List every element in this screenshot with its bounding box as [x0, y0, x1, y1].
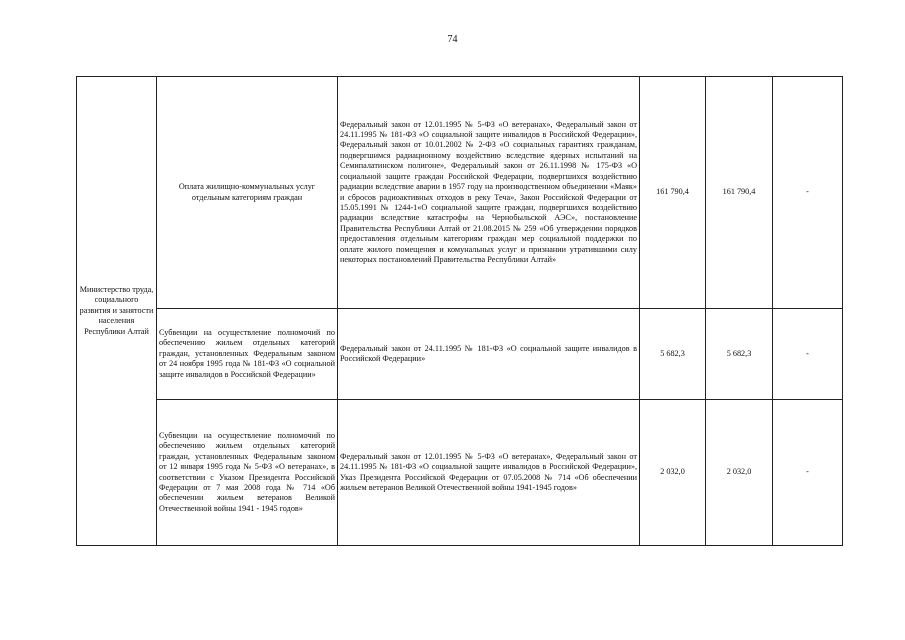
- amount-cell-1: 161 790,4: [640, 77, 706, 309]
- extra-cell: -: [773, 309, 843, 400]
- extra-cell: -: [773, 400, 843, 546]
- extra-cell: -: [773, 77, 843, 309]
- measure-cell: Субвенции на осуществление полномочий по обеспечению жильем отдельных категорий граждан, установленных Федеральным законом от 12 января 1995 года № 5-ФЗ «О ветеранах», в соответствии с Указом Президента Российской Федерации от 7 мая 2008 года № 714 «Об обеспечении жильем ветеранов Великой Отечественной войны 1941 - 1945 годов»: [157, 400, 338, 546]
- amount-cell-2: 5 682,3: [706, 309, 773, 400]
- ministry-cell: Министерство труда, социального развития и занятости населения Республики Алтай: [77, 77, 157, 546]
- table-row: [77, 400, 843, 546]
- amount-cell-2: 161 790,4: [706, 77, 773, 309]
- measure-cell: Оплата жилищно-коммунальных услуг отдельным категориям граждан: [157, 77, 338, 309]
- legal-basis-cell: Федеральный закон от 24.11.1995 № 181-ФЗ «О социальной защите инвалидов в Российской Федерации»: [338, 309, 640, 400]
- budget-table: [76, 76, 843, 546]
- legal-basis-cell: Федеральный закон от 12.01.1995 № 5-ФЗ «О ветеранах», Федеральный закон от 24.11.1995 № 181-ФЗ «О социальной защите инвалидов в Российской Федерации», Указ Президента Российской Федерации от 07.05.2008 № 714 «Об обеспечении жильем ветеранов Великой Отечественной войны 1941-1945 годов»: [338, 400, 640, 546]
- amount-cell-2: 2 032,0: [706, 400, 773, 546]
- table-row: [77, 77, 843, 309]
- amount-cell-1: 5 682,3: [640, 309, 706, 400]
- table-row: [77, 309, 843, 400]
- amount-cell-1: 2 032,0: [640, 400, 706, 546]
- measure-cell: Субвенции на осуществление полномочий по обеспечению жильем отдельных категорий граждан, установленных Федеральным законом от 24 ноября 1995 года № 181-ФЗ «О социальной защите инвалидов в Российской Федерации»: [157, 309, 338, 400]
- page-number: 74: [447, 34, 458, 45]
- legal-basis-cell: Федеральный закон от 12.01.1995 № 5-ФЗ «О ветеранах», Федеральный закон от 24.11.1995 № 181-ФЗ «О социальной защите инвалидов в Российской Федерации», Федеральный закон от 10.01.2002 № 2-ФЗ «О социальных гарантиях гражданам, подвергшимся радиационному воздействию вследствие ядерных испытаний на Семипалатинском полигоне», Федеральный закон от 26.11.1998 № 175-ФЗ «О социальной защите граждан Российской Федерации, подвергшихся воздействию радиации вследствие аварии в 1957 году на производственном объединении «Маяк» и сбросов радиоактивных отходов в реку Теча», Закон Российской Федерации от 15.05.1991 № 1244-1«О социальной защите граждан, подвергшихся воздействию радиации вследствие катастрофы на Чернобыльской АЭС», постановление Правительства Республики Алтай от 21.08.2015 № 259 «Об утверждении порядков предоставления отдельным категориям граждан мер социальной поддержки по оплате жилого помещения и комунальных услуг и признании утратившими силу некоторых постановлений Правительства Республики Алтай»: [338, 77, 640, 309]
